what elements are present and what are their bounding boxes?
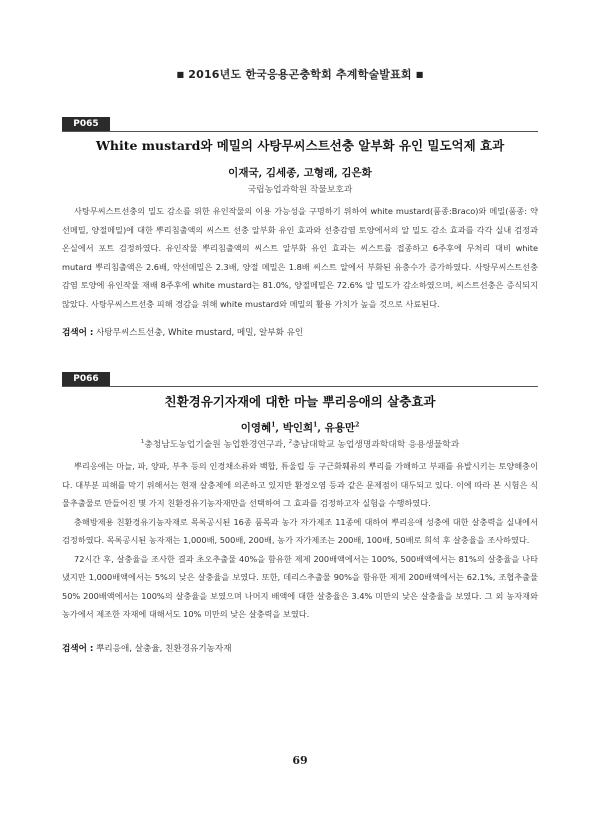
abstract-affiliation: 국립농업과학원 작물보호과 <box>247 185 353 195</box>
abstract-paragraph: 뿌리응애는 마늘, 파, 양파, 부추 등의 인경채소류와 백합, 튜울립 등 구근화훼류의 뿌리를 가해하고 부패를 유발시키는 토양해충이다. 대부분 피해를 막기 위해서는 현재 살충제에 의존하고 있지만 환경오염 등과 같은 문제점이 대두되고 있다. 이에 따라 본 시험은 식물추출물로 만들어진 몇 가지 친환경유기농자재만을 선택하여 그 효과를 검정하고자 실험을 수행하였다. <box>62 461 538 508</box>
keywords-label: 검색어 : <box>62 644 94 654</box>
abstract-paragraph: 72시간 후, 살충율을 조사한 결과 초오추출물 40%을 함유한 제제 200배액에서는 100%, 500배액에서는 81%의 살충율을 나타냈지만 1,000배액에서는 5%의 낮은 살충율을 보였다. 또한, 데리스추출물 90%을 함유한 제제 200배액에서는 62.1%, 조협추출물 50% 200배액에서는 100%의 살충율을 보였으며 나머지 배액에 대한 살충율은 3.4% 미만의 낮은 살충율을 보였다. 그 외 농자재와 농가에서 제조한 자재에 대해서도 10% 미만의 낮은 살충력을 보였다. <box>62 553 538 619</box>
author-name: 박인희 <box>282 422 314 434</box>
author-name: 이영혜 <box>240 422 272 434</box>
abstract-code-badge: P066 <box>62 372 110 386</box>
abstract-affiliation <box>62 437 538 450</box>
section-divider <box>62 386 538 387</box>
abstract-authors: 이재국, 김세종, 고형래, 김은화 <box>228 167 372 179</box>
abstract-code-badge: P065 <box>62 117 110 131</box>
affiliation-text: 충남대학교 농업생명과학대학 응용생물학과 <box>292 440 460 450</box>
header-square-right-icon: ■ <box>415 70 424 79</box>
author-sup: 1 <box>271 421 276 429</box>
abstract-body <box>62 202 538 313</box>
affiliation-sup: 2 <box>288 439 293 446</box>
author-sup: 2 <box>355 421 360 429</box>
author-name: 유용만 <box>324 422 356 434</box>
abstract-authors: 이영혜$^1$, 박인희$^1$, 유용만$^2$ <box>240 421 360 434</box>
affiliation-sup: 1 <box>140 439 145 446</box>
affiliation-text: 충청남도농업기술원 농업환경연구과, <box>144 440 289 450</box>
abstract-keywords <box>62 326 538 338</box>
abstract-paragraph: 사탕무씨스트선충의 밀도 감소를 위한 유인작물의 이용 가능성을 구명하기 위하여 white mustard(품종:Braco)와 메밀(품종: 약선메밀, 양절메밀)에 대한 뿌리침출액의 씨스트 선충 알부화 유인 효과와 선충감염 토양에서의 알 밀도 감소 효과를 각각 실내 검정과 온실에서 포트 검정하였다. 유인작물 뿌리침출액의 씨스트 알부화 유인 효과는 씨스트를 접종하고 6주후에 무처리 대비 white mutard 뿌리침출액은 2.6배, 약선메밀은 2.3배, 양절 메밀은 1.8배 씨스트 알에서 부화된 유충수가 증가하였다. 사탕무씨스트선충 감염 토양에 유인작물 재배 8주후에 white mustard는 81.0%, 양절메밀은 72.6% 알 밀도가 감소하였으며, 씨스트선충은 증식되지 않았다. 사탕무씨스트선충 피해 경감을 위해 white mustard와 메밀의 활용 가치가 높을 것으로 사료된다. <box>62 206 538 309</box>
abstract-title: White mustard와 메밀의 사탕무씨스트선충 알부화 유인 밀도억제 효과 <box>95 138 505 153</box>
header-square-left-icon: ■ <box>176 70 185 79</box>
keywords-text: 사탕무씨스트선충, White mustard, 메밀, 알부화 유인 <box>96 328 304 338</box>
page-number: 69 <box>292 754 308 767</box>
abstract-keywords <box>62 642 538 654</box>
header-title: 2016년도 한국응용곤충학회 추계학술발표회 <box>188 68 412 81</box>
abstract-body <box>62 457 538 624</box>
keywords-text: 뿌리응애, 살충율, 친환경유기농자재 <box>96 644 232 654</box>
running-header <box>0 66 600 82</box>
author-sup: 1 <box>313 421 318 429</box>
section-divider <box>62 131 538 132</box>
abstract-paragraph: 충해방제용 친환경유기농자재로 목록공시된 16종 품목과 농가 자가제조 11종에 대하여 뿌리응애 성충에 대한 살충력을 실내에서 검정하였다. 목록공시된 농자재는 1,000배, 500배, 200배, 농가 자가제조는 200배, 100배, 50배로 희석 후 살충율을 조사하였다. <box>62 516 538 545</box>
keywords-label: 검색어 : <box>62 328 94 338</box>
abstract-title: 친환경유기자재에 대한 마늘 뿌리응애의 살충효과 <box>164 394 436 409</box>
